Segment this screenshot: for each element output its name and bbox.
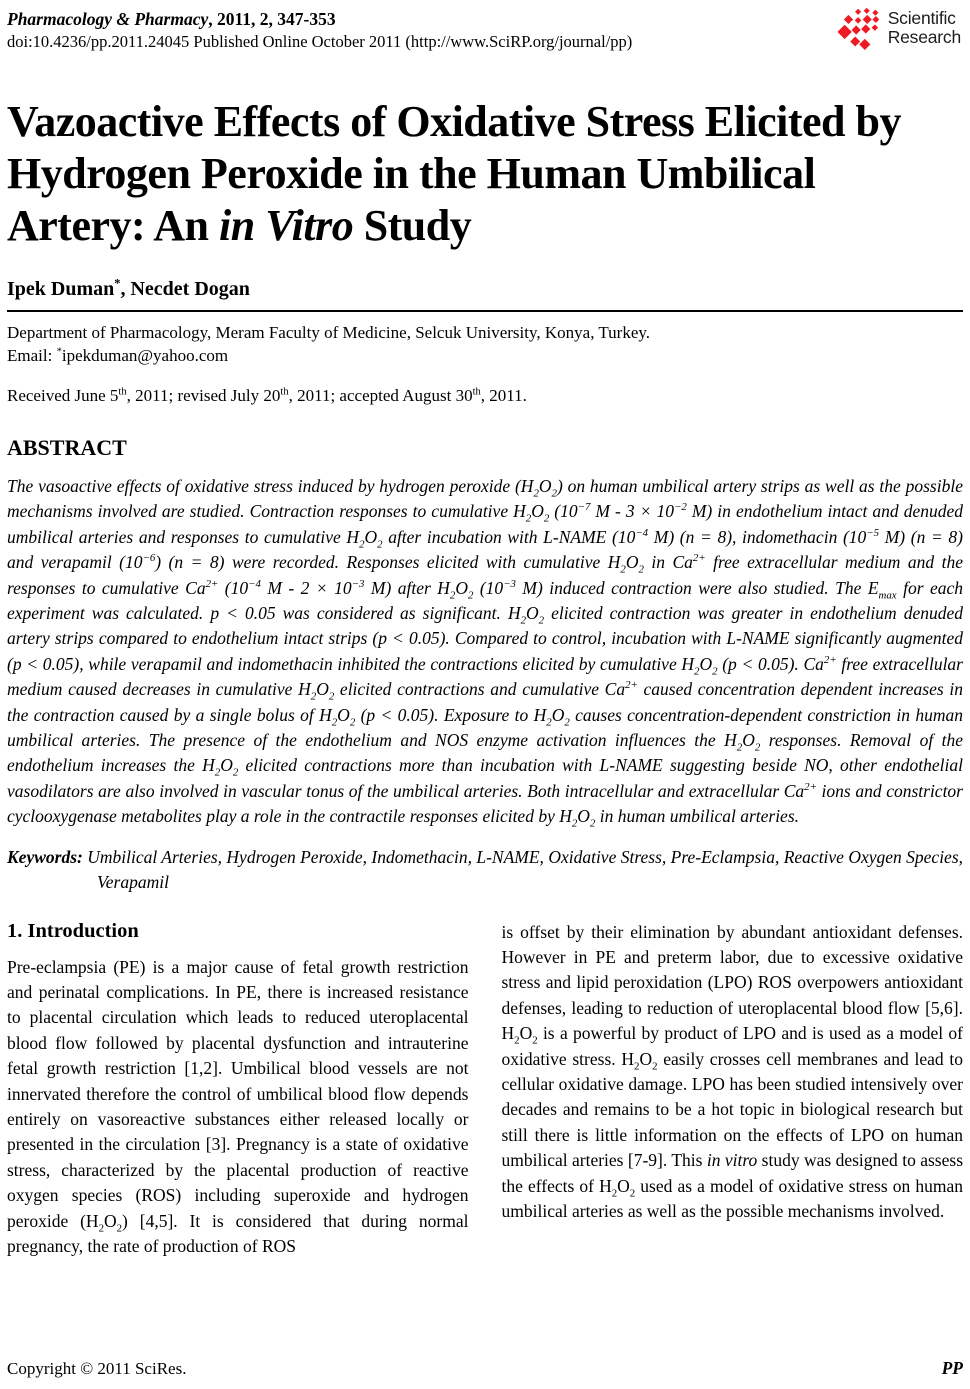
journal-citation: Pharmacology & Pharmacy, 2011, 2, 347-353 (7, 9, 336, 29)
copyright-text: Copyright © 2011 SciRes. (7, 1359, 187, 1378)
introduction-heading: 1. Introduction (7, 919, 139, 942)
affiliation-block (7, 321, 963, 367)
column-right (502, 920, 964, 1260)
author-divider (7, 310, 963, 312)
email-line: Email: *ipekduman@yahoo.com (7, 346, 229, 365)
authors-line: Ipek Duman*, Necdet Dogan (7, 276, 250, 300)
scirp-diamonds-icon (836, 6, 884, 54)
page-header (7, 6, 963, 54)
paper-title: Vazoactive Effects of Oxidative Stress Elicited by Hydrogen Peroxide in the Human Umbilical Artery: An in Vitro Study (7, 97, 901, 250)
affiliation-line: Department of Pharmacology, Meram Faculty of Medicine, Selcuk University, Konya, Turkey. (7, 323, 651, 342)
abstract-text: The vasoactive effects of oxidative stress induced by hydrogen peroxide $(H_2O_2)$ on human umbilical artery strips as well as the possible mechanisms involved are studied. Contraction responses to cumulative $H_2O_2$ ($10^{-7}$ $M - 3 \times 10^{-2}$ M) in endothelium intact and denuded umbilical arteries and responses to cumulative $H_2O_2$ after incubation with L-NAME ($10^{-4}$ M) (n = 8), indomethacin ($10^{-5}$ M) (n = 8) and verapamil $(10^{-6}) (n = 8)$ were recorded. Responses elicited with cumulative $H_2O_2$ in $Ca^{2+}$ free extracellular medium and the responses to cumulative $Ca^{2+}$ ($10^{-4}$ $M - 2 \times 10^{-3}$ M) after $H_2O_2$ ($10^{-3}$ M) induced contraction were also studied. The $E_{max}$ for each experiment was calculated. p < 0.05 was considered as significant. $H_2O_2$ elicited contraction was greater in endothelium denuded artery strips compared to endothelium intact strips (p < 0.05). Compared to control, incubation with L-NAME significantly augmented (p < 0.05), while verapamil and indomethacin inhibited the contractions elicited by cumulative $H_2O_2$ (p < 0.05). $Ca^{2+}$ free extracellular medium caused decreases in cumulative $H_2O_2$ elicited contractions and cumulative $Ca^{2+}$ caused concentration dependent increases in the contraction caused by a single bolus of $H_2O_2$ (p < 0.05). Exposure to $H_2O_2$ causes concentration-dependent constriction in human umbilical arteries. The presence of the endothelium and NOS enzyme activation influences the $H_2O_2$ responses. Removal of the endothelium increases the $H_2O_2$ elicited contractions more than incubation with L-NAME suggesting beside NO, other endothelial vasodilators are also involved in vascular tonus of the umbilical arteries. Both intracellular and extracellular $Ca^{2+}$ ions and constrictor cyclooxygenase metabolites play a role in the contractile responses elicited by $H_2O_2$ in human umbilical arteries. (7, 476, 964, 830)
column-left (7, 920, 469, 1260)
logo-text-line2: Research (887, 27, 961, 47)
keywords-label: Keywords: (7, 846, 83, 867)
doi-line: doi:10.4236/pp.2011.24045 Published Online October 2011 (http://www.SciRP.org/journal/pp) (7, 32, 633, 51)
abstract-heading: ABSTRACT (7, 435, 127, 460)
logo-text-line1: Scientific (887, 8, 956, 28)
introduction-text-left: Pre-eclampsia (PE) is a major cause of fetal growth restriction and perinatal complications. In PE, there is increased resistance to placental circulation which leads to reduced uteroplacental blood flow followed by placental dysfunction and intrauterine fetal growth restriction [1,2]. Umbilical blood vessels are not innervated therefore the control of umbilical blood flow depends entirely on vasoreactive substances either released locally or presented in the circulation [3]. Pregnancy is a state of oxidative stress, characterized by the placental production of reactive oxygen species (ROS) including superoxide and hydrogen peroxide $(H_2O_2)$ [4,5]. It is considered that during normal pregnancy, the rate of production of ROS (7, 956, 469, 1256)
introduction-text-right: is offset by their elimination by abundant antioxidant defenses. However in PE and preterm labor, due to excessive oxidative stress and lipid peroxidation (LPO) ROS overpowers antioxidant defenses, leading to reduction of uteroplacental blood flow [5,6]. $H_2O_2$ is a powerful by product of LPO and is used as a model of oxidative stress. $H_2O_2$ easily crosses cell membranes and lead to cellular oxidative damage. LPO has been studied intensively over decades and remains to be a hot topic in biological research but still there is little information on the effects of LPO on human umbilical arteries [7-9]. This in vitro study was designed to assess the effects of $H_2O_2$ used as a model of oxidative stress on human umbilical arteries as well as the possible mechanisms involved. (501, 921, 964, 1221)
introduction-section (7, 920, 963, 1260)
journal-abbrev: PP (941, 1358, 963, 1378)
scirp-logo (836, 6, 963, 54)
journal-info (7, 6, 632, 53)
keywords-text: Umbilical Arteries, Hydrogen Peroxide, Indomethacin, L-NAME, Oxidative Stress, Pre-Eclampsia, Reactive Oxygen Species, Verapamil (87, 846, 964, 893)
received-dates: Received June 5th, 2011; revised July 20th, 2011; accepted August 30th, 2011. (7, 386, 527, 405)
scirp-logo-text (888, 6, 961, 47)
keywords-block (7, 845, 963, 896)
page-footer (7, 1358, 963, 1379)
